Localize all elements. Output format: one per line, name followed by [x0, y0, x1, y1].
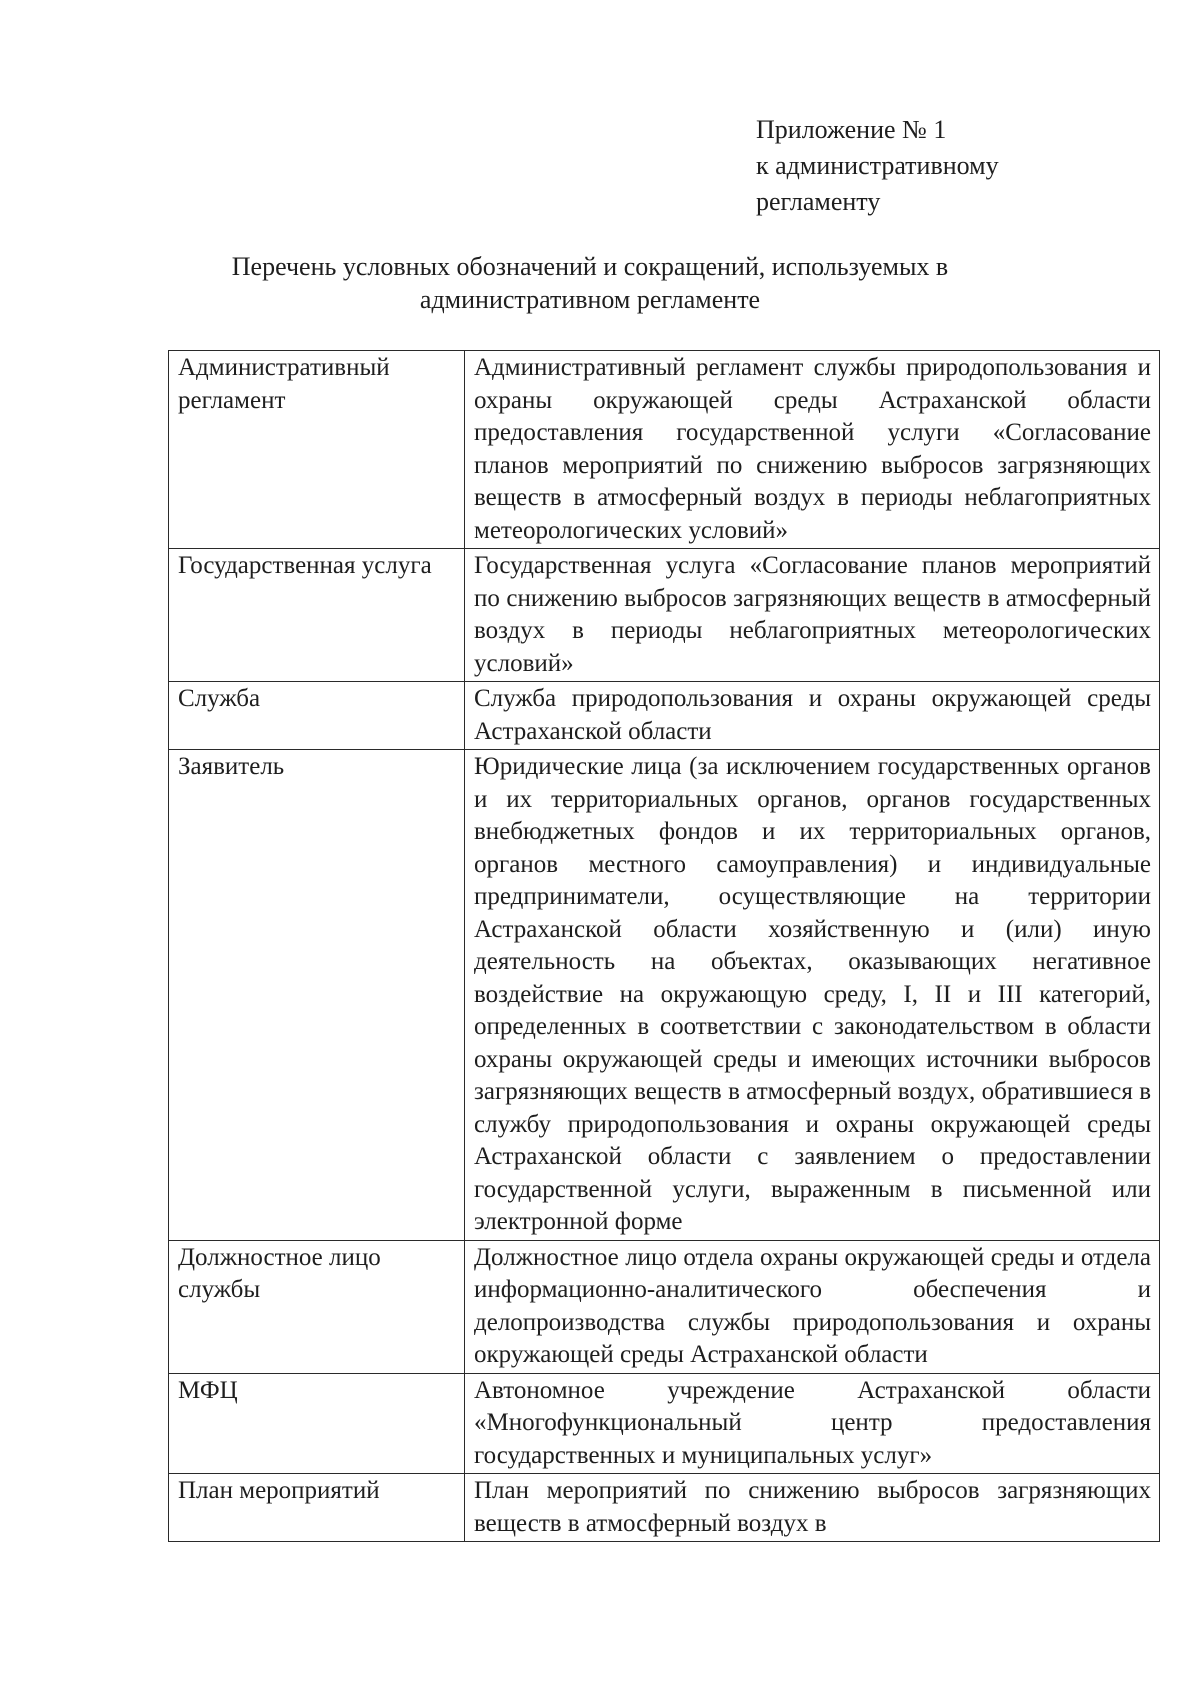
- document-title-line-1: Перечень условных обозначений и сокращений, используемых в: [231, 252, 949, 281]
- definition-cell: Автономное учреждение Астраханской области «Многофункциональный центр предоставления государственных и муниципальных услуг»: [465, 1373, 1160, 1474]
- definition-cell: Административный регламент службы природопользования и охраны окружающей среды Астраханской области предоставления государственной услуги «Согласование планов мероприятий по снижению выбросов загрязняющих веществ в атмосферный воздух в периоды неблагоприятных метеорологических условий»: [465, 351, 1160, 549]
- abbreviations-table: [168, 350, 1160, 1542]
- table-row: [169, 351, 1160, 549]
- term-cell: МФЦ: [169, 1373, 465, 1474]
- definition-cell: Государственная услуга «Согласование планов мероприятий по снижению выбросов загрязняющих веществ в атмосферный воздух в периоды неблагоприятных метеорологических условий»: [465, 549, 1160, 682]
- definition-cell: План мероприятий по снижению выбросов загрязняющих веществ в атмосферный воздух в: [465, 1474, 1160, 1542]
- term-cell: Служба: [169, 682, 465, 750]
- table-row: [169, 1240, 1160, 1373]
- table-row: [169, 750, 1160, 1241]
- definition-cell: Служба природопользования и охраны окружающей среды Астраханской области: [465, 682, 1160, 750]
- term-cell: Административный регламент: [169, 351, 465, 549]
- table-row: [169, 1373, 1160, 1474]
- definition-cell: Должностное лицо отдела охраны окружающей среды и отдела информационно-аналитического обеспечения и делопроизводства службы природопользования и охраны окружающей среды Астраханской области: [465, 1240, 1160, 1373]
- appendix-header: [756, 112, 999, 220]
- table-row: [169, 1474, 1160, 1542]
- term-cell: План мероприятий: [169, 1474, 465, 1542]
- document-title: [170, 250, 1010, 316]
- table-row: [169, 549, 1160, 682]
- appendix-number: Приложение № 1: [756, 115, 947, 144]
- document-title-line-2: административном регламенте: [419, 285, 761, 314]
- term-cell: Заявитель: [169, 750, 465, 1241]
- appendix-reference: к административному: [756, 151, 999, 180]
- definition-cell: Юридические лица (за исключением государственных органов и их территориальных органов, органов государственных внебюджетных фондов и их территориальных органов, органов местного самоуправления) и индивидуальные предприниматели, осуществляющие на территории Астраханской области хозяйственную и (или) иную деятельность на объектах, оказывающих негативное воздействие на окружающую среду, I, II и III категорий, определенных в соответствии с законодательством в области охраны окружающей среды и имеющих источники выбросов загрязняющих веществ в атмосферный воздух, обратившиеся в службу природопользования и охраны окружающей среды Астраханской области с заявлением о предоставлении государственной услуги, выраженным в письменной или электронной форме: [465, 750, 1160, 1241]
- term-cell: Государственная услуга: [169, 549, 465, 682]
- table-row: [169, 682, 1160, 750]
- appendix-reference-cont: регламенту: [756, 187, 881, 216]
- term-cell: Должностное лицо службы: [169, 1240, 465, 1373]
